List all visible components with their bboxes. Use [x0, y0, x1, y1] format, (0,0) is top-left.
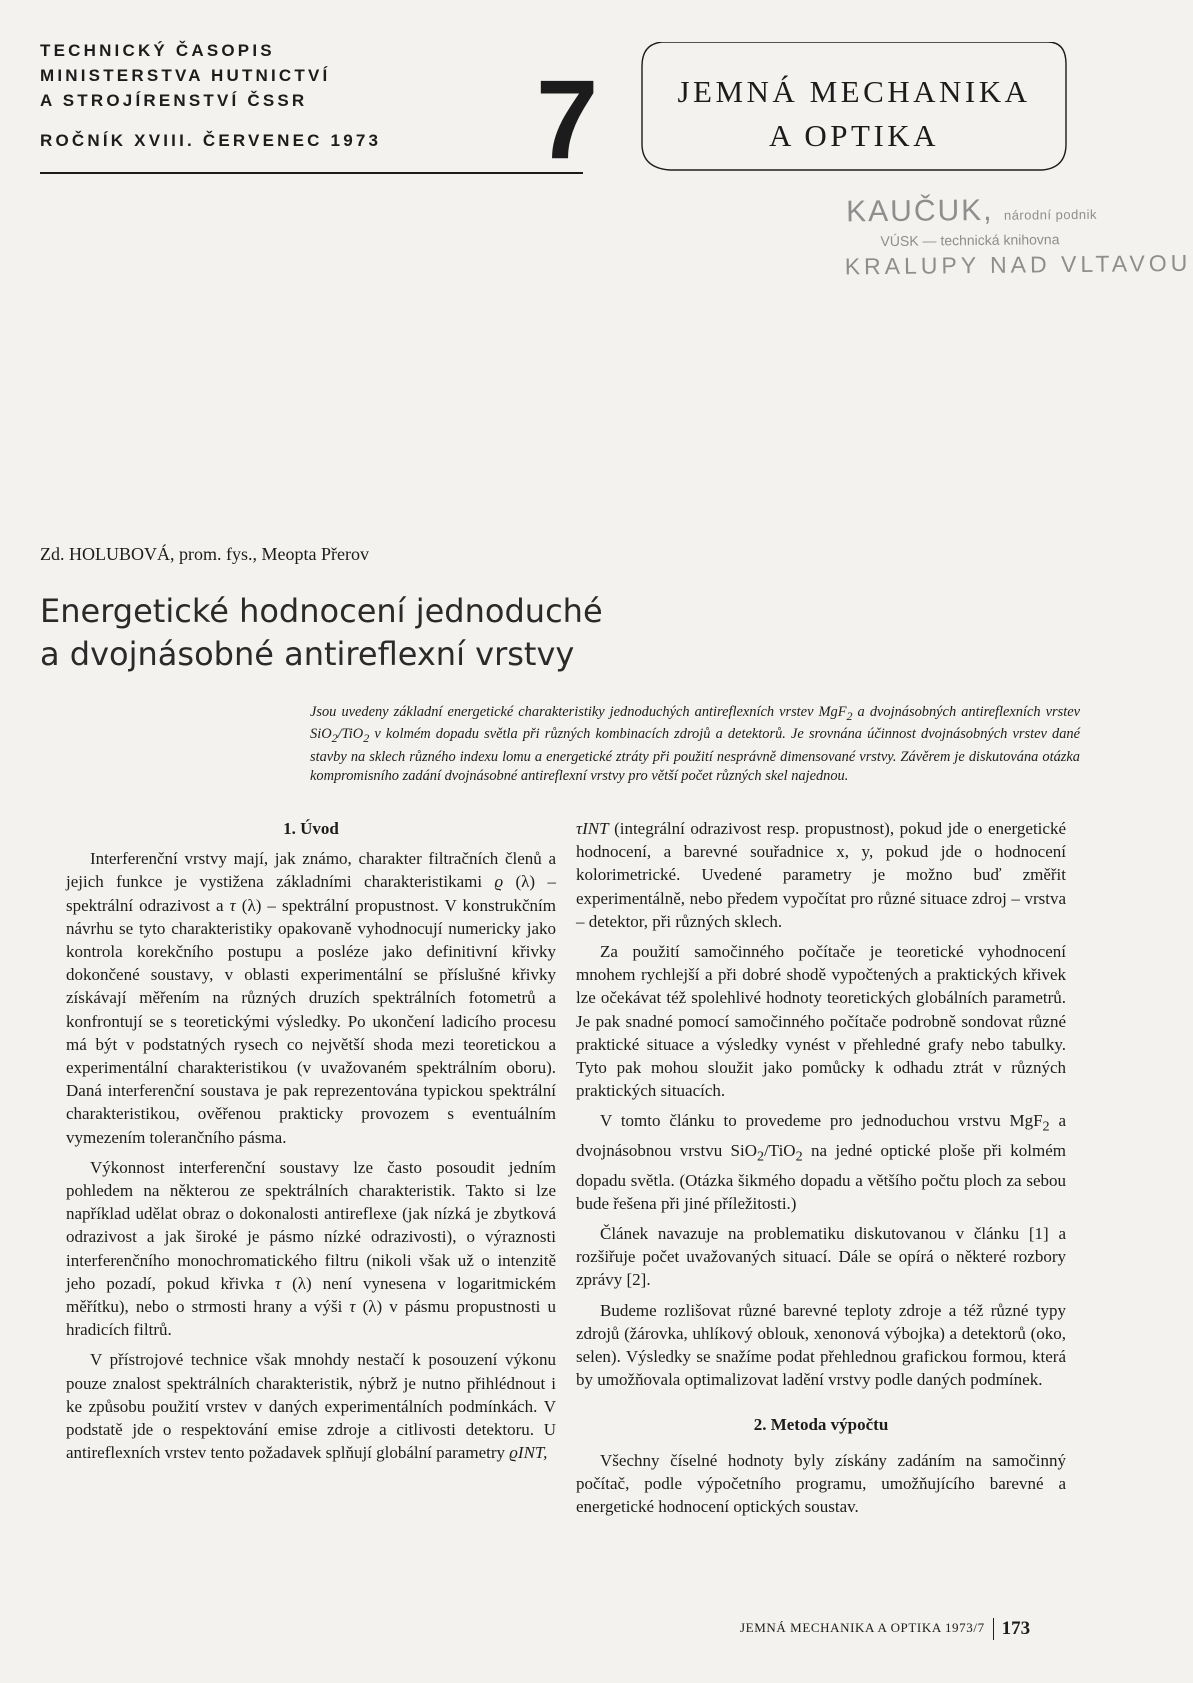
masthead-rule — [40, 172, 583, 174]
abstract-part-4: v kolmém dopadu světla při různých kombinacích zdrojů a detektorů. Je srovnána účinnost dvojnásobných vrstev dané stavby na sklech různého indexu lomu a energetické ztráty při použití nesprávně dimensované vrstvy. Závěrem je diskutována otázka kompromisního zadání dvojnásobné antireflexní vrstvy pro větší počet různých skel najednou. — [310, 726, 1080, 784]
left-column — [66, 817, 556, 1464]
page-number: 173 — [1001, 1618, 1031, 1639]
paragraph — [66, 1156, 556, 1342]
text: (integrální odrazivost resp. propustnost), pokud jde o energetické hodnocení, a barevné souřadnice x, y, pokud jde o hodnocení kolorimetrické. Uvedené parametry je možno buď změřit experimentálně, nebo předem vypočítat pro různé situace zdroj – vrstva – detektor, při různých sklech. — [576, 819, 1066, 931]
paragraph — [66, 1348, 556, 1464]
paragraph — [576, 817, 1066, 933]
subscript: 2 — [795, 1148, 803, 1165]
subscript: 2 — [331, 731, 338, 746]
subscript: 2 — [363, 731, 370, 746]
text: Výkonnost interferenční soustavy lze často posoudit jedním pohledem na některou ze spektrálních charakteristik. Takto si lze například udělat obraz o dokonalosti antireflexe (jak nízká je zbytková odrazivost a jak široké je pásmo nízké odrazivosti), o výraznosti interferenčního monochromatického filtru (nikoli však už o intenzitě jeho pozadí, pokud křivka — [66, 1157, 556, 1293]
text: (λ) – spektrální odrazivost a — [66, 872, 556, 915]
text: (λ) v pásmu propustnosti u hradicích filtrů. — [66, 1297, 556, 1340]
paragraph: Za použití samočinného počítače je teoretické vyhodnocení mnohem rychlejší a při dobré shodě vypočtených a praktických křivek lze očekávat též spolehlivé hodnoty teoretických globálních parametrů. Je pak snadné pomocí samočinného počítače podrobně sondovat různé praktické situace a výsledky vynést v přehledné grafy nebo tabulky. Tyto pak mohou sloužit jako pomůcky k odhadu ztrát v různých praktických situacích. — [576, 942, 1066, 1101]
stamp-line-2: VÚSK — technická knihovna — [880, 231, 1060, 250]
library-stamp — [800, 192, 1192, 280]
journal-title-line-1: JEMNÁ MECHANIKA — [677, 74, 1031, 109]
tau-symbol: τ — [349, 1297, 356, 1317]
right-column — [576, 817, 1066, 1518]
text: na jedné optické ploše při kolmém dopadu světla. (Otázka šikmého dopadu a většího počtu ploch za sebou bude řešena při jiné příležitosti.) — [576, 1141, 1066, 1213]
abstract — [310, 703, 1080, 785]
abstract-part-2: a dvojnásobných antireflexních vrstev SiO — [310, 704, 1081, 743]
footer-separator — [993, 1618, 994, 1640]
masthead-line-2: MINISTERSTVA HUTNICTVÍ — [40, 66, 331, 85]
article-title — [40, 590, 740, 676]
text: a dvojnásobnou vrstvu SiO — [576, 1111, 1067, 1161]
abstract-part-3: /TiO — [337, 726, 364, 743]
stamp-line-1 — [846, 193, 1097, 230]
stamp-line-1-small: národní podnik — [1003, 206, 1098, 223]
tau-int-symbol: τINT — [576, 819, 609, 838]
text: V tomto článku to provedeme pro jednoduchou vrstvu MgF — [600, 1111, 1043, 1131]
article-title-line-2: a dvojnásobné antireflexní vrstvy — [40, 635, 575, 673]
journal-title — [638, 70, 1070, 158]
masthead-line-1: TECHNICKÝ ČASOPIS — [40, 41, 275, 60]
paragraph: Budeme rozlišovat různé barevné teploty zdroje a též různé typy zdrojů (žárovka, uhlíkový oblouk, xenonová výbojka) a detektorů (oko, selen). Výsledky se snažíme podat přehlednou grafickou formou, která by umožňovala optimalizovat ladění vrstvy podle daných podmínek. — [576, 1300, 1066, 1390]
rho-symbol: ϱ — [494, 872, 504, 892]
text: (λ) – spektrální propustnost. V konstrukčním návrhu se tyto charakteristiky opakovaně vyhodnocují numericky jako kontrola korekčního postupu a posléze jako definitivní křivky dokončené soustavy, v oblasti experimentální se příslušné křivky získávají měřením na různých druzích spektrálních fotometrů a konfrontují se s teoretickými výsledky. Po ukončení ladicího procesu má být v podstatných rysech co největší shoda mezi teoretickou a experimentální charakteristikou (v uvažovaném spektrálním oboru). Daná interferenční soustava je pak reprezentována typickou spektrální charakteristikou, ověřenou prakticky provozem s eventuálním vymezením tolerančního pásma. — [66, 895, 556, 1147]
author-line: Zd. HOLUBOVÁ, prom. fys., Meopta Přerov — [40, 544, 369, 564]
masthead — [40, 38, 381, 153]
text: Interferenční vrstvy mají, jak známo, charakter filtračních členů a jejich funkce je vystižena základními charakteristikami — [66, 849, 556, 892]
paragraph: Článek navazuje na problematiku diskutovanou v článku [1] a rozšiřuje počet uvažovaných situací. Dále se opírá o některé rozbory zprávy [2]. — [576, 1224, 1066, 1290]
article-title-line-1: Energetické hodnocení jednoduché — [40, 592, 603, 630]
paragraph — [66, 847, 556, 1149]
stamp-line-3: KRALUPY NAD VLTAVOU — [844, 249, 1192, 280]
issue-number: 7 — [536, 57, 599, 182]
page-footer — [740, 1618, 1030, 1640]
tau-symbol: τ — [274, 1273, 282, 1293]
paragraph — [576, 1109, 1066, 1215]
footer-journal: JEMNÁ MECHANIKA A OPTIKA 1973/7 — [740, 1619, 985, 1635]
subscript: 2 — [757, 1148, 765, 1165]
section-heading-intro: 1. Úvod — [283, 819, 339, 838]
stamp-line-1-main: KAUČUK, — [846, 193, 994, 229]
paragraph: Všechny číselné hodnoty byly získány zadáním na samočinný počítač, podle výpočetního programu, umožňujícího barevné a energetické hodnocení optických soustav. — [576, 1450, 1066, 1517]
journal-title-box — [638, 42, 1070, 174]
tau-symbol: τ — [229, 895, 236, 915]
text: V přístrojové technice však mnohdy nestačí k posouzení výkonu pouze znalost spektrálních charakteristik, nýbrž je nutno přihlédnout i ke způsobu použití vrstev v daných experimentálních podmínkách. V podstatě jde o respektování emise zdroje a citlivosti detektoru. U antireflexních vrstev tento požadavek splňují globální parametry — [66, 1350, 556, 1463]
text: (λ) není vynesena v logaritmickém měřítku), nebo o strmosti hrany a výši — [66, 1273, 556, 1317]
rho-int-symbol: ϱINT, — [509, 1443, 548, 1463]
masthead-line-3: A STROJÍRENSTVÍ ČSSR — [40, 91, 308, 110]
issue-line: ROČNÍK XVIII. ČERVENEC 1973 — [40, 131, 382, 150]
section-heading-method: 2. Metoda výpočtu — [753, 1415, 889, 1435]
journal-title-line-2: A OPTIKA — [768, 118, 940, 153]
text: /TiO — [764, 1141, 796, 1161]
subscript: 2 — [1042, 1118, 1050, 1135]
subscript: 2 — [846, 708, 853, 723]
abstract-part-1: Jsou uvedeny základní energetické charakteristiky jednoduchých antireflexních vrstev MgF — [310, 704, 847, 720]
